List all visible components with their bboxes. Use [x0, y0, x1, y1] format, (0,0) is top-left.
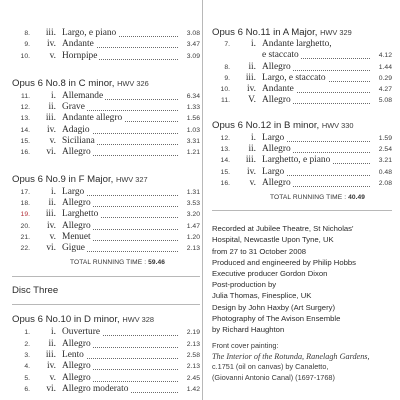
track-duration: 2.13: [186, 363, 200, 371]
track-duration: 1.42: [186, 385, 200, 393]
track-title: Lento: [62, 350, 84, 361]
movement-number: vi.: [46, 383, 56, 394]
track-duration: 1.31: [186, 188, 200, 196]
movement-number: iv.: [46, 220, 56, 231]
movement-number: iii.: [245, 72, 256, 83]
disc3-total: [270, 194, 392, 201]
movement-number: ii.: [248, 61, 256, 72]
track-duration: 2.58: [186, 352, 200, 360]
track-title: Larghetto: [62, 209, 99, 220]
track-list-opus7-cont: [12, 29, 200, 63]
track-row: [12, 52, 200, 63]
track-list-opus11: [212, 40, 392, 108]
note-line: Post-production by: [212, 280, 277, 290]
opus11-hwv: HWV 329: [320, 28, 352, 37]
track-title: Andante: [62, 39, 94, 50]
track-duration: 6.34: [186, 92, 200, 100]
track-duration: 5.08: [378, 97, 392, 105]
note-line: from 27 to 31 October 2008: [212, 246, 307, 256]
opus9-hwv: HWV 327: [115, 174, 148, 184]
track-duration: 3.31: [186, 138, 200, 146]
track-title: Allegro: [62, 220, 91, 231]
track-row: [12, 385, 200, 396]
track-number: 10.: [220, 86, 230, 94]
track-duration: 2.45: [186, 374, 200, 382]
track-number: 9.: [224, 74, 230, 82]
opus12-title-text: Opus 6 No.12 in B minor,: [212, 119, 320, 131]
movement-number: iii.: [45, 113, 56, 124]
track-duration: 3.08: [186, 30, 200, 37]
right-column: [212, 0, 392, 384]
track-number: 14.: [20, 126, 30, 134]
track-title: Larghetto, e piano: [262, 155, 331, 166]
disc-three-heading: Disc Three: [12, 285, 59, 297]
movement-number: v.: [49, 231, 56, 242]
total-value: 40.49: [348, 194, 366, 202]
movement-number: ii.: [248, 144, 256, 155]
opus9-title: [12, 174, 200, 185]
track-number: 17.: [20, 188, 30, 196]
opus11-title: [212, 27, 392, 38]
track-duration: 1.44: [378, 63, 392, 71]
total-value: 59.46: [148, 259, 166, 267]
left-column: [12, 0, 200, 396]
track-duration: 3.53: [186, 199, 200, 207]
note-line: Executive producer Gordon Dixon: [212, 269, 328, 279]
track-list-opus10: [12, 328, 200, 396]
track-number: 11.: [21, 92, 30, 100]
recording-notes: [212, 223, 392, 335]
track-number: 8.: [224, 63, 230, 71]
track-number: 22.: [20, 245, 30, 253]
track-number: 4.: [24, 363, 30, 371]
track-number: 10.: [20, 52, 30, 60]
track-duration: 0.29: [378, 74, 392, 82]
track-duration: 1.47: [186, 222, 200, 230]
track-number: 12.: [20, 104, 30, 112]
note-line: Julia Thomas, Finesplice, UK: [212, 291, 312, 301]
track-duration: 1.59: [378, 134, 392, 142]
track-duration: 3.47: [186, 41, 200, 49]
movement-number: V.: [248, 95, 256, 106]
movement-number: v.: [49, 136, 56, 147]
track-title: Andante larghetto,: [262, 39, 332, 49]
column-divider: [202, 0, 203, 400]
track-title: Adagio: [62, 124, 90, 135]
track-list-opus9: [12, 188, 200, 256]
track-title: Largo: [262, 166, 285, 177]
track-title: Andante: [262, 84, 294, 95]
track-duration: 2.19: [186, 329, 200, 337]
track-title: Allemande: [62, 90, 104, 101]
track-number: 19.: [20, 211, 30, 219]
note-line: Design by John Haxby (Art Surgery): [212, 302, 336, 312]
track-duration: 1.20: [186, 233, 200, 241]
track-number: 11.: [221, 97, 230, 105]
track-title: Allegro: [262, 177, 291, 188]
track-title: Menuet: [62, 231, 91, 242]
track-number: 12.: [220, 134, 230, 142]
opus11-title-text: Opus 6 No.11 in A Major,: [212, 27, 318, 38]
track-title: Andante allegro: [62, 113, 123, 124]
track-number: 18.: [20, 199, 30, 207]
track-title: Allegro: [262, 95, 291, 106]
track-number: 3.: [24, 352, 30, 360]
track-row: [212, 40, 392, 51]
track-duration: 0.48: [378, 168, 392, 176]
cover-painting-title: The Interior of the Rotunda, Ranelagh Gardens,: [212, 351, 370, 361]
track-row: [12, 244, 200, 255]
track-number: 14.: [220, 157, 230, 165]
track-number: 16.: [220, 179, 230, 187]
track-title: Largo: [62, 186, 85, 197]
movement-number: iv.: [46, 361, 56, 372]
track-row: [12, 148, 200, 159]
note-line: by Richard Haughton: [212, 325, 285, 335]
track-title: Largo: [262, 132, 285, 143]
movement-number: ii.: [48, 197, 56, 208]
track-title: Largo, e piano: [62, 28, 117, 38]
opus10-title-text: Opus 6 No.10 in D minor,: [12, 314, 120, 326]
track-row: [212, 96, 392, 107]
track-row: [212, 179, 392, 190]
track-title: Grave: [62, 102, 85, 113]
total-label: TOTAL RUNNING TIME :: [270, 194, 347, 202]
track-title: Largo, e staccato: [262, 72, 326, 83]
track-number: 13.: [220, 146, 230, 154]
movement-number: ii.: [48, 338, 56, 349]
track-title: Hornpipe: [62, 50, 98, 61]
track-number: 8.: [24, 30, 30, 37]
movement-number: i.: [251, 132, 256, 143]
movement-number: ii.: [48, 102, 56, 113]
cover-line-3: (Giovanni Antonio Canal) (1697-1768): [212, 373, 335, 383]
total-label: TOTAL RUNNING TIME :: [70, 259, 147, 267]
track-duration: 1.33: [186, 104, 200, 112]
movement-number: iii.: [245, 155, 256, 166]
opus12-title: [212, 120, 392, 131]
movement-number: iv.: [246, 166, 256, 177]
track-title: Siciliana: [62, 136, 95, 147]
track-title: Allegro: [62, 197, 91, 208]
track-duration: 1.03: [186, 126, 200, 134]
track-title: Gigue: [62, 243, 85, 254]
track-duration: 4.27: [378, 86, 392, 94]
track-title: Allegro: [262, 61, 291, 72]
track-number: 7.: [224, 41, 230, 48]
note-line: Recorded at Jubilee Theatre, St Nicholas': [212, 224, 354, 234]
note-line: Produced and engineered by Philip Hobbs: [212, 257, 357, 267]
movement-number: i.: [51, 90, 56, 101]
track-number: 5.: [24, 374, 30, 382]
movement-number: v.: [49, 372, 56, 383]
movement-number: v.: [49, 50, 56, 61]
movement-number: iv.: [46, 39, 56, 50]
cover-credit: [212, 341, 392, 383]
track-title: Ouverture: [62, 327, 101, 338]
track-number: 21.: [20, 233, 30, 241]
track-duration: 1.21: [186, 149, 200, 157]
track-number: 1.: [24, 329, 30, 337]
movement-number: iii.: [45, 350, 56, 361]
movement-number: iv.: [46, 124, 56, 135]
track-title: Allegro: [62, 147, 91, 158]
track-number: 20.: [20, 222, 30, 230]
cover-line-2: c.1751 (oil on canvas) by Canaletto,: [212, 362, 329, 372]
track-duration: 3.20: [186, 211, 200, 219]
track-title: Allegro moderato: [62, 383, 129, 394]
track-title: Allegro: [262, 144, 291, 155]
track-number: 13.: [20, 115, 30, 123]
track-title: Allegro: [62, 338, 91, 349]
track-title: Allegro: [62, 372, 91, 383]
opus8-title: [12, 78, 200, 89]
movement-number: iii.: [45, 209, 56, 220]
opus10-title: [12, 314, 200, 325]
opus12-hwv: HWV 330: [321, 120, 354, 130]
track-title: Allegro: [62, 361, 91, 372]
track-duration: 2.13: [186, 245, 200, 253]
track-list-opus12: [212, 134, 392, 190]
opus8-hwv: HWV 326: [117, 78, 149, 88]
disc2-total: [70, 259, 200, 266]
track-number: 6.: [24, 385, 30, 393]
opus10-hwv: HWV 328: [122, 315, 155, 325]
track-duration: 1.56: [186, 115, 200, 123]
note-line: Hospital, Newcastle Upon Tyne, UK: [212, 235, 334, 245]
track-number: 2.: [24, 340, 30, 348]
track-duration: 4.12: [378, 52, 392, 60]
opus8-title-text: Opus 6 No.8 in C minor,: [12, 77, 115, 89]
opus9-title-text: Opus 6 No.9 in F Major,: [12, 173, 114, 185]
movement-number: i.: [51, 327, 56, 338]
movement-number: i.: [51, 186, 56, 197]
track-duration: 3.09: [186, 52, 200, 60]
track-duration: 3.21: [378, 157, 392, 165]
movement-number: v.: [249, 177, 256, 188]
cover-label: Front cover painting:: [212, 341, 279, 351]
track-duration: 2.13: [186, 340, 200, 348]
movement-number: iii.: [45, 28, 56, 38]
track-number: 15.: [220, 168, 230, 176]
movement-number: iv.: [246, 84, 256, 95]
movement-number: vi.: [46, 243, 56, 254]
track-number: 15.: [20, 138, 30, 146]
movement-number: i.: [251, 39, 256, 49]
track-number: 16.: [20, 149, 30, 157]
track-number: 9.: [24, 41, 30, 49]
track-title: e staccato: [262, 50, 299, 61]
track-duration: 2.54: [378, 146, 392, 154]
note-line: Photography of The Avison Ensemble: [212, 313, 341, 323]
track-list-opus8: [12, 92, 200, 160]
track-duration: 2.08: [378, 179, 392, 187]
movement-number: vi.: [46, 147, 56, 158]
